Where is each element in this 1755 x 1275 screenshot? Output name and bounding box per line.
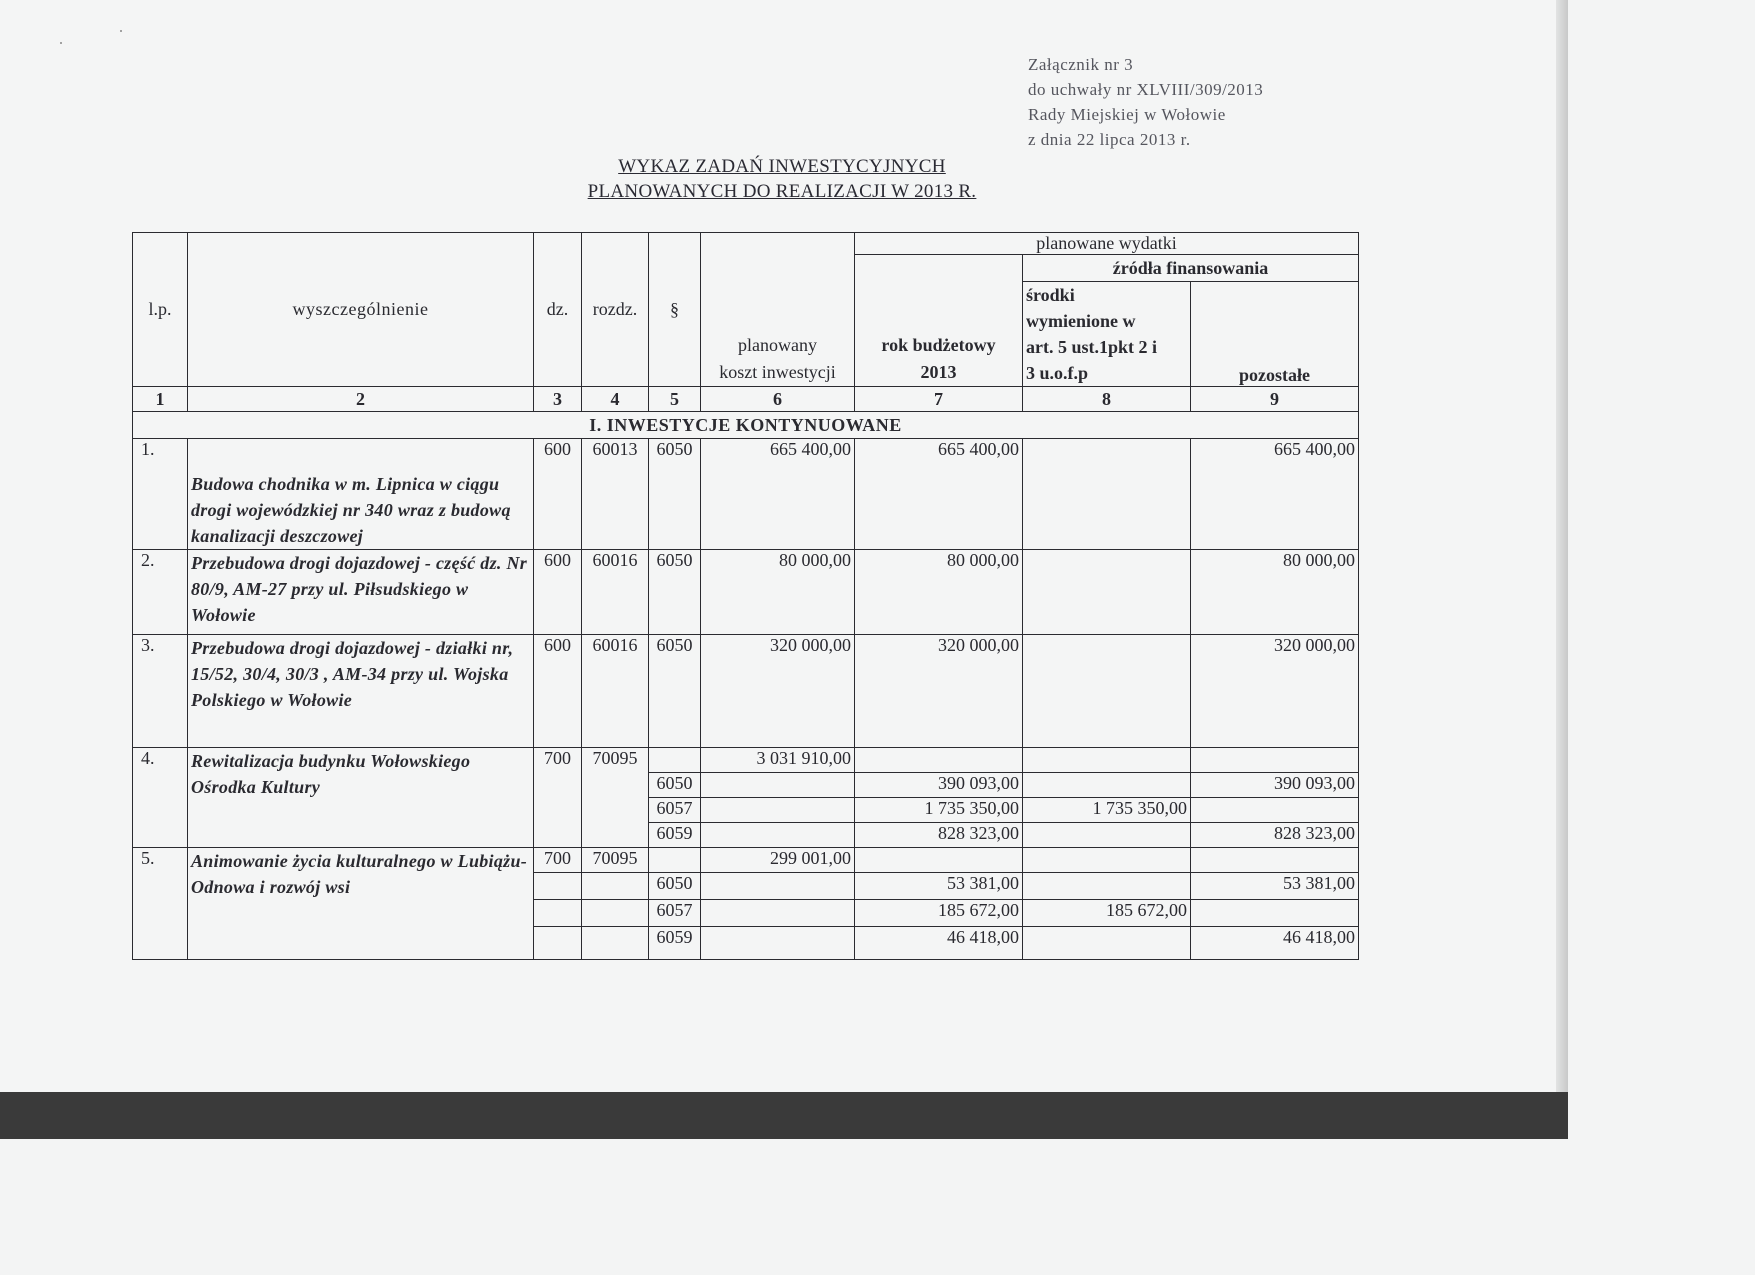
table-row [133,748,1359,773]
row-pozostale: 53 381,00 [1191,873,1359,900]
row-koszt [701,927,855,960]
row-srodki: 185 672,00 [1023,900,1191,927]
row-koszt [701,873,855,900]
row-description-text: Przebudowa drogi dojazdowej - część dz. Nr 80/9, AM-27 przy ul. Piłsudskiego w Wołowie [191,553,528,625]
header-text: 3 u.o.f.p [1026,363,1089,383]
header-dz: dz. [534,233,582,387]
header-rok-budzetowy [855,255,1023,387]
column-number: 2 [188,387,534,412]
row-rok-budzetowy: 80 000,00 [855,550,1023,635]
row-rozdz: 60013 [582,439,649,550]
row-koszt [701,798,855,823]
header-srodki [1023,282,1191,387]
row-description-text: Animowanie życia kulturalnego w Lubiążu- Odnowa i rozwój wsi [191,851,528,897]
row-srodki [1023,635,1191,748]
row-rozdz [582,873,649,900]
row-paragraf: 6059 [649,927,701,960]
row-koszt [701,900,855,927]
row-rok-budzetowy [855,848,1023,873]
row-srodki [1023,823,1191,848]
column-number: 5 [649,387,701,412]
table-row [133,550,1359,635]
row-dz: 700 [534,848,582,873]
row-dz [534,873,582,900]
row-rozdz: 70095 [582,848,649,873]
row-pozostale: 46 418,00 [1191,927,1359,960]
row-koszt [701,773,855,798]
title-line: WYKAZ ZADAŃ INWESTYCYJNYCH [618,156,946,177]
row-lp: 1. [133,439,188,550]
row-lp: 5. [133,848,188,960]
row-rozdz [582,927,649,960]
row-pozostale: 828 323,00 [1191,823,1359,848]
column-number: 1 [133,387,188,412]
row-paragraf: 6059 [649,823,701,848]
header-text: środki [1026,285,1075,305]
column-number: 3 [534,387,582,412]
header-rozdz: rozdz. [582,233,649,387]
row-rok-budzetowy: 1 735 350,00 [855,798,1023,823]
row-rozdz: 70095 [582,748,649,848]
annex-line: do uchwały nr XLVIII/309/2013 [1028,80,1264,99]
row-description [188,848,534,960]
row-rok-budzetowy: 53 381,00 [855,873,1023,900]
row-pozostale [1191,798,1359,823]
row-koszt: 80 000,00 [701,550,855,635]
row-paragraf: 6050 [649,635,701,748]
row-koszt: 320 000,00 [701,635,855,748]
row-description [188,439,534,550]
section-title: I. INWESTYCJE KONTYNUOWANE [133,412,1359,439]
header-text: art. 5 ust.1pkt 2 i [1026,337,1158,357]
row-paragraf [649,848,701,873]
row-dz: 600 [534,550,582,635]
header-wyszczegolnienie: wyszczególnienie [188,233,534,387]
row-description [188,748,534,848]
row-pozostale [1191,848,1359,873]
row-pozostale [1191,900,1359,927]
row-koszt: 665 400,00 [701,439,855,550]
row-paragraf: 6050 [649,550,701,635]
row-lp: 4. [133,748,188,848]
header-zrodla: źródła finansowania [1023,255,1359,282]
annex-note [1028,52,1263,152]
header-paragraf: § [649,233,701,387]
row-rok-budzetowy: 185 672,00 [855,900,1023,927]
column-number: 7 [855,387,1023,412]
header-text: koszt inwestycji [719,362,836,382]
document-title [556,154,1008,204]
row-dz [534,927,582,960]
row-srodki [1023,748,1191,773]
annex-line: Załącznik nr 3 [1028,55,1134,74]
header-text: 2013 [920,362,957,382]
row-paragraf: 6057 [649,798,701,823]
row-dz [534,900,582,927]
row-srodki: 1 735 350,00 [1023,798,1191,823]
row-dz: 700 [534,748,582,848]
title-line: PLANOWANYCH DO REALIZACJI W 2013 R. [587,181,977,202]
row-rok-budzetowy: 320 000,00 [855,635,1023,748]
table-row [133,848,1359,873]
row-srodki [1023,873,1191,900]
row-koszt: 3 031 910,00 [701,748,855,773]
row-paragraf: 6057 [649,900,701,927]
header-text: wymienione w [1026,311,1136,331]
table-row [133,635,1359,748]
section-row [133,412,1359,439]
row-description-text: Przebudowa drogi dojazdowej - działki nr, 15/52, 30/4, 30/3 , AM-34 przy ul. Wojska Polskiego w Wołowie [191,638,514,710]
row-rozdz: 60016 [582,635,649,748]
row-rok-budzetowy [855,748,1023,773]
row-pozostale: 80 000,00 [1191,550,1359,635]
row-srodki [1023,927,1191,960]
row-koszt: 299 001,00 [701,848,855,873]
row-paragraf: 6050 [649,873,701,900]
header-planowany-koszt [701,233,855,387]
row-srodki [1023,550,1191,635]
scanner-background [0,1092,1568,1139]
column-number: 4 [582,387,649,412]
row-srodki [1023,848,1191,873]
header-lp: l.p. [133,233,188,387]
row-description-text: Budowa chodnika w m. Lipnica w ciągu drogi wojewódzkiej nr 340 wraz z budową kanalizacji deszczowej [191,474,511,546]
row-srodki [1023,439,1191,550]
row-paragraf: 6050 [649,773,701,798]
row-description [188,550,534,635]
table-row [133,439,1359,550]
investment-table [132,232,1359,960]
annex-line: z dnia 22 lipca 2013 r. [1028,130,1191,149]
row-description-text: Rewitalizacja budynku Wołowskiego Ośrodka Kultury [191,751,471,797]
row-description [188,635,534,748]
row-rok-budzetowy: 665 400,00 [855,439,1023,550]
row-dz: 600 [534,635,582,748]
row-rozdz: 60016 [582,550,649,635]
row-pozostale: 665 400,00 [1191,439,1359,550]
annex-line: Rady Miejskiej w Wołowie [1028,105,1226,124]
row-paragraf: 6050 [649,439,701,550]
page-edge-shadow [1556,0,1568,1092]
scan-speck [60,42,62,44]
header-text: planowany [738,335,817,355]
row-rok-budzetowy: 390 093,00 [855,773,1023,798]
header-row [133,233,1359,255]
row-pozostale: 320 000,00 [1191,635,1359,748]
scan-speck [120,30,122,32]
row-srodki [1023,773,1191,798]
row-pozostale [1191,748,1359,773]
row-pozostale: 390 093,00 [1191,773,1359,798]
header-pozostale: pozostałe [1191,282,1359,387]
row-lp: 2. [133,550,188,635]
row-dz: 600 [534,439,582,550]
column-number: 6 [701,387,855,412]
column-number-row [133,387,1359,412]
row-lp: 3. [133,635,188,748]
row-rozdz [582,900,649,927]
header-planowane-wydatki: planowane wydatki [855,233,1359,255]
column-number: 8 [1023,387,1191,412]
column-number: 9 [1191,387,1359,412]
row-rok-budzetowy: 828 323,00 [855,823,1023,848]
row-rok-budzetowy: 46 418,00 [855,927,1023,960]
row-paragraf [649,748,701,773]
header-text: rok budżetowy [881,335,996,355]
row-koszt [701,823,855,848]
